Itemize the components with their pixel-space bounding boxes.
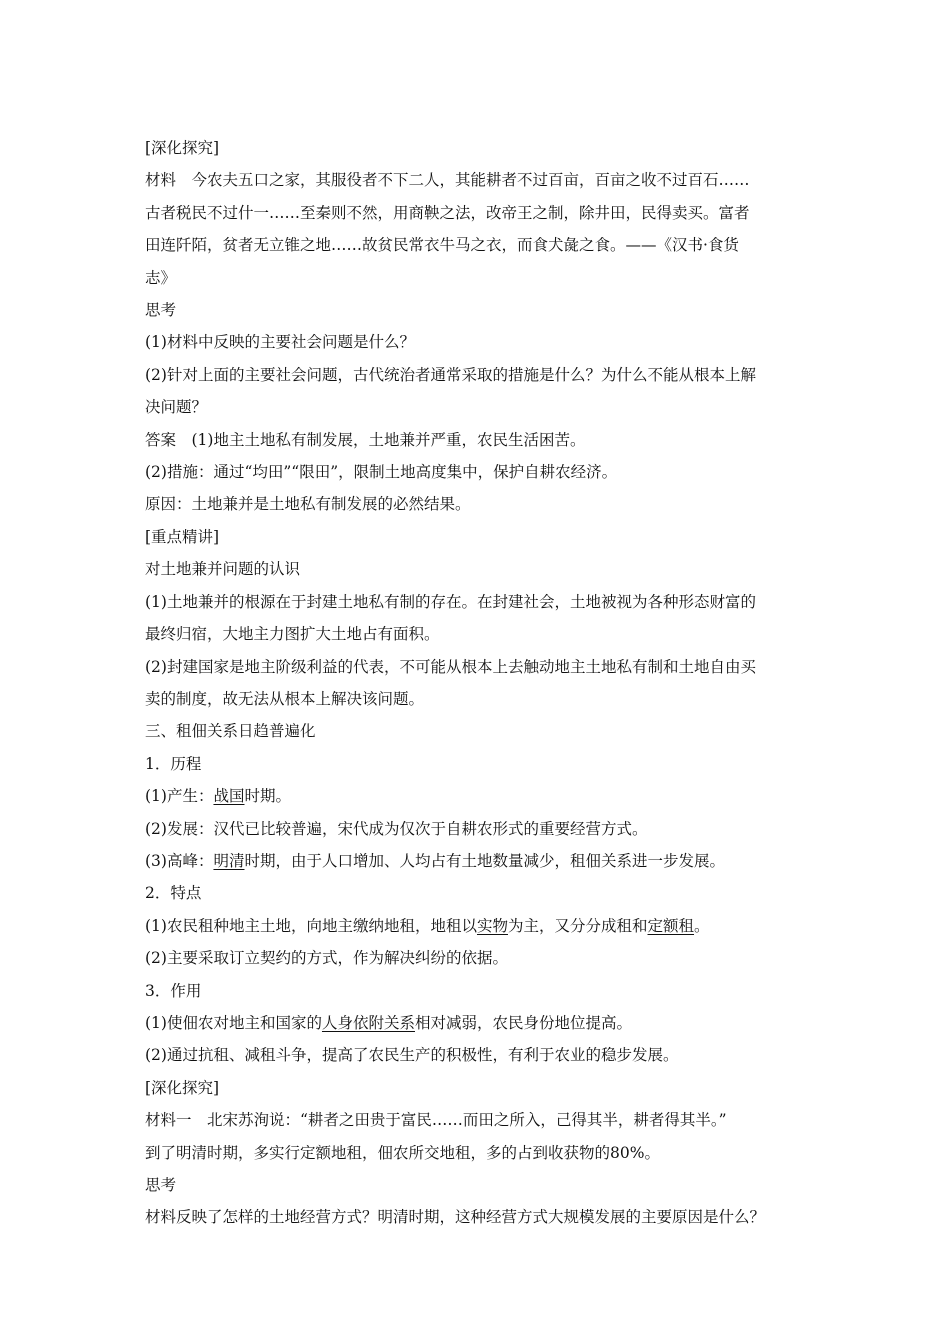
material-line: 志》 <box>145 268 177 287</box>
paragraph-line: (2)通过抗租、减租斗争，提高了农民生产的积极性，有利于农业的稳步发展。 <box>145 1046 679 1065</box>
numbered-heading: 1．历程 <box>145 754 202 773</box>
material-line: 材料 今农夫五口之家，其服役者不下二人，其能耕者不过百亩，百亩之收不过百石…… <box>145 171 750 190</box>
paragraph-line <box>145 1007 807 1039</box>
question-line: (1)材料中反映的主要社会问题是什么？ <box>145 333 415 352</box>
underlined-term: 人身依附关系 <box>321 1013 415 1032</box>
paragraph-line: 卖的制度，故无法从根本上解决该问题。 <box>145 689 425 708</box>
document-body <box>145 132 807 1234</box>
subheading: 对土地兼并问题的认识 <box>145 560 301 579</box>
paragraph-line <box>145 780 807 812</box>
numbered-heading: 2．特点 <box>145 884 202 903</box>
text-span: 相对减弱，农民身份地位提高。 <box>414 1013 632 1032</box>
underlined-term: 战国 <box>213 787 245 806</box>
answer-line: (2)措施：通过“均田”“限田”，限制土地高度集中，保护自耕农经济。 <box>145 463 618 482</box>
section-heading-explore: [深化探究] <box>145 1078 220 1097</box>
answer-line: 答案 (1)地主土地私有制发展，土地兼并严重，农民生活困苦。 <box>145 430 586 449</box>
think-heading: 思考 <box>145 301 177 320</box>
text-span: 。 <box>694 916 710 935</box>
numbered-heading: 3．作用 <box>145 981 202 1000</box>
material-line: 材料一 北宋苏洵说：“耕者之田贵于富民……而田之所入，己得其半，耕者得其半。” <box>145 1111 727 1130</box>
text-span: 为主，又分分成租和 <box>507 916 648 935</box>
text-span: (1)产生： <box>145 787 214 806</box>
paragraph-line: (1)土地兼并的根源在于封建土地私有制的存在。在封建社会，土地被视为各种形态财富的 <box>145 592 756 611</box>
material-line: 古者税民不过什一……至秦则不然，用商鞅之法，改帝王之制，除井田，民得卖买。富者 <box>145 203 750 222</box>
text-span: (3)高峰： <box>145 851 214 870</box>
underlined-term: 定额租 <box>647 916 695 935</box>
question-line: 决问题？ <box>145 398 208 417</box>
question-line: 材料反映了怎样的土地经营方式？明清时期，这种经营方式大规模发展的主要原因是什么？ <box>145 1208 766 1227</box>
underlined-term: 实物 <box>476 916 508 935</box>
paragraph-line: (2)封建国家是地主阶级利益的代表，不可能从根本上去触动地主土地私有制和土地自由买 <box>145 657 756 676</box>
question-line: (2)针对上面的主要社会问题，古代统治者通常采取的措施是什么？为什么不能从根本上解 <box>145 365 756 384</box>
answer-line: 原因：土地兼并是土地私有制发展的必然结果。 <box>145 495 471 514</box>
text-span: 时期，由于人口增加、人均占有土地数量减少，租佃关系进一步发展。 <box>244 851 725 870</box>
material-line: 田连阡陌，贫者无立锥之地……故贫民常衣牛马之衣，而食犬彘之食。——《汉书·食货 <box>145 236 739 255</box>
text-span: (1)使佃农对地主和国家的 <box>145 1013 322 1032</box>
section-heading-key-points: [重点精讲] <box>145 527 220 546</box>
underlined-term: 明清 <box>213 851 245 870</box>
paragraph-line: (2)主要采取订立契约的方式，作为解决纠纷的依据。 <box>145 949 508 968</box>
paragraph-line <box>145 845 807 877</box>
chapter-heading: 三、租佃关系日趋普遍化 <box>145 722 316 741</box>
material-line: 到了明清时期，多实行定额地租，佃农所交地租，多的占到收获物的80%。 <box>145 1143 660 1162</box>
section-heading-explore: [深化探究] <box>145 139 220 157</box>
think-heading: 思考 <box>145 1176 177 1194</box>
text-span: (1)农民租种地主土地，向地主缴纳地租，地租以 <box>145 916 477 935</box>
text-span: 时期。 <box>244 787 291 806</box>
paragraph-line: (2)发展：汉代已比较普遍，宋代成为仅次于自耕农形式的重要经营方式。 <box>145 819 648 838</box>
paragraph-line <box>145 910 807 942</box>
paragraph-line: 最终归宿，大地主力图扩大土地占有面积。 <box>145 625 440 644</box>
